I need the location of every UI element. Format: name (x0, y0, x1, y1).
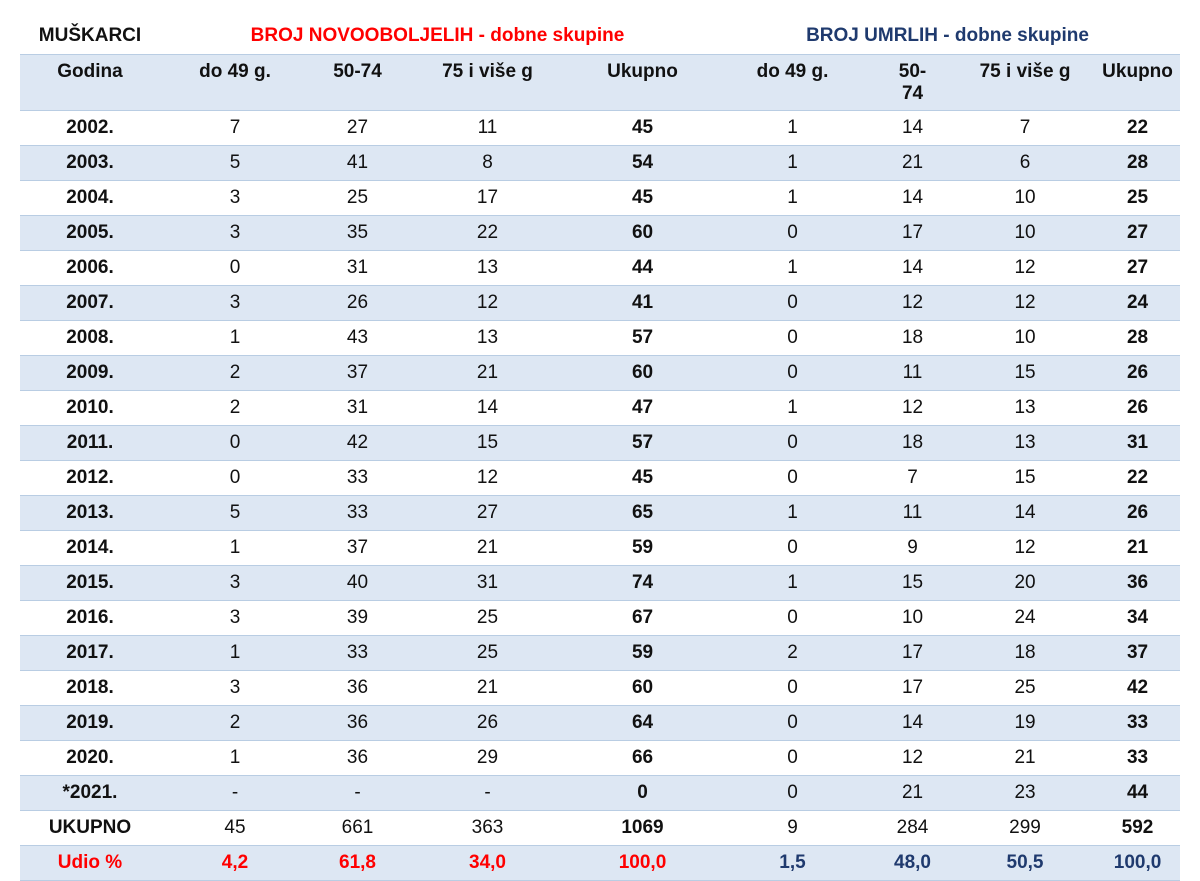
table-cell: 31 (310, 251, 405, 286)
table-cell: 33 (310, 461, 405, 496)
table-cell: 37 (1095, 636, 1180, 671)
table-cell: 0 (715, 321, 870, 356)
table-cell: 36 (310, 706, 405, 741)
table-cell: 21 (870, 146, 955, 181)
table-cell: 37 (310, 356, 405, 391)
table-cell: 18 (870, 321, 955, 356)
table-cell: 5 (160, 146, 310, 181)
table-cell: 7 (955, 111, 1095, 146)
table-cell: 60 (570, 216, 715, 251)
table-row (20, 636, 1180, 671)
table-cell: 0 (570, 776, 715, 811)
table-cell: 42 (1095, 671, 1180, 706)
table-cell: 0 (160, 251, 310, 286)
table-row (20, 531, 1180, 566)
table-cell: 2 (160, 391, 310, 426)
col-header-inc-75plus: 75 i više g (405, 55, 570, 111)
table-container (20, 18, 1180, 881)
table-cell: 39 (310, 601, 405, 636)
table-cell: 36 (310, 741, 405, 776)
row-year-cell: 2014. (20, 531, 160, 566)
table-cell: 2 (715, 636, 870, 671)
row-year-cell: 2006. (20, 251, 160, 286)
table-cell: 18 (870, 426, 955, 461)
table-cell: 27 (1095, 216, 1180, 251)
table-cell: 11 (870, 496, 955, 531)
total-cell: 284 (870, 811, 955, 846)
row-year-cell: 2016. (20, 601, 160, 636)
row-year-cell: 2020. (20, 741, 160, 776)
table-cell: 9 (870, 531, 955, 566)
table-cell: 34 (1095, 601, 1180, 636)
share-cell: 50,5 (955, 846, 1095, 881)
table-cell: 12 (405, 286, 570, 321)
table-row (20, 321, 1180, 356)
table-cell: 28 (1095, 321, 1180, 356)
header-row (20, 55, 1180, 111)
col-header-dth-under49: do 49 g. (715, 55, 870, 111)
total-cell: 299 (955, 811, 1095, 846)
table-cell: 0 (715, 531, 870, 566)
table-cell: 12 (955, 251, 1095, 286)
table-row (20, 181, 1180, 216)
table-cell: 0 (715, 461, 870, 496)
table-cell: 60 (570, 356, 715, 391)
row-year-cell: 2011. (20, 426, 160, 461)
table-cell: 33 (1095, 706, 1180, 741)
table-cell: 26 (1095, 496, 1180, 531)
table-cell: 31 (405, 566, 570, 601)
table-cell: 0 (715, 741, 870, 776)
table-cell: 0 (715, 356, 870, 391)
table-cell: 25 (955, 671, 1095, 706)
table-cell: 25 (310, 181, 405, 216)
table-cell: 17 (870, 216, 955, 251)
table-cell: 1 (715, 496, 870, 531)
table-cell: 47 (570, 391, 715, 426)
table-cell: 41 (570, 286, 715, 321)
table-row (20, 356, 1180, 391)
table-row (20, 111, 1180, 146)
table-cell: 22 (1095, 461, 1180, 496)
table-cell: 6 (955, 146, 1095, 181)
table-cell: 3 (160, 181, 310, 216)
table-cell: 33 (1095, 741, 1180, 776)
table-cell: 37 (310, 531, 405, 566)
table-cell: 35 (310, 216, 405, 251)
table-cell: 20 (955, 566, 1095, 601)
share-cell: 100,0 (1095, 846, 1180, 881)
table-cell: 67 (570, 601, 715, 636)
table-cell: 7 (160, 111, 310, 146)
table-row (20, 391, 1180, 426)
table-cell: 3 (160, 601, 310, 636)
row-year-cell: 2003. (20, 146, 160, 181)
table-cell: 13 (955, 391, 1095, 426)
table-cell: 1 (160, 321, 310, 356)
row-year-cell: 2012. (20, 461, 160, 496)
table-row (20, 461, 1180, 496)
table-cell: 0 (715, 776, 870, 811)
table-cell: 17 (405, 181, 570, 216)
total-row (20, 811, 1180, 846)
share-cell: 100,0 (570, 846, 715, 881)
table-row (20, 426, 1180, 461)
table-cell: 0 (160, 426, 310, 461)
table-cell: 33 (310, 496, 405, 531)
table-cell: 31 (1095, 426, 1180, 461)
table-cell: 22 (405, 216, 570, 251)
table-cell: 41 (310, 146, 405, 181)
table-cell: 25 (405, 636, 570, 671)
table-cell: 3 (160, 566, 310, 601)
table-cell: 1 (715, 251, 870, 286)
table-cell: 42 (310, 426, 405, 461)
row-year-cell: 2007. (20, 286, 160, 321)
table-cell: 12 (955, 286, 1095, 321)
table-row (20, 496, 1180, 531)
table-cell: 12 (955, 531, 1095, 566)
table-cell: 21 (405, 671, 570, 706)
table-cell: 57 (570, 321, 715, 356)
table-cell: 24 (1095, 286, 1180, 321)
table-cell: 29 (405, 741, 570, 776)
statistics-table (20, 18, 1180, 881)
table-cell: 36 (310, 671, 405, 706)
table-cell: 11 (870, 356, 955, 391)
table-cell: 10 (955, 321, 1095, 356)
table-cell: 43 (310, 321, 405, 356)
table-row (20, 566, 1180, 601)
table-cell: 12 (870, 286, 955, 321)
row-year-cell: 2019. (20, 706, 160, 741)
table-cell: 26 (1095, 356, 1180, 391)
table-cell: 27 (310, 111, 405, 146)
table-cell: 22 (1095, 111, 1180, 146)
table-cell: 0 (715, 671, 870, 706)
table-cell: 59 (570, 531, 715, 566)
share-cell: 48,0 (870, 846, 955, 881)
table-cell: 24 (955, 601, 1095, 636)
table-cell: 21 (955, 741, 1095, 776)
total-cell: 9 (715, 811, 870, 846)
table-cell: - (310, 776, 405, 811)
table-cell: 8 (405, 146, 570, 181)
table-cell: 17 (870, 671, 955, 706)
table-cell: 14 (870, 111, 955, 146)
table-cell: 27 (1095, 251, 1180, 286)
table-cell: 66 (570, 741, 715, 776)
table-row (20, 601, 1180, 636)
row-year-cell: 2005. (20, 216, 160, 251)
table-cell: 18 (955, 636, 1095, 671)
table-row (20, 776, 1180, 811)
table-cell: 11 (405, 111, 570, 146)
table-cell: 3 (160, 671, 310, 706)
table-cell: 54 (570, 146, 715, 181)
total-cell: 45 (160, 811, 310, 846)
table-cell: 45 (570, 111, 715, 146)
group-label: MUŠKARCI (38, 25, 142, 46)
col-header-year: Godina (20, 55, 160, 111)
row-year-cell: 2018. (20, 671, 160, 706)
table-cell: 40 (310, 566, 405, 601)
table-cell: 21 (405, 356, 570, 391)
table-cell: 1 (715, 181, 870, 216)
table-cell: 13 (405, 321, 570, 356)
table-cell: 1 (160, 636, 310, 671)
table-row (20, 146, 1180, 181)
table-cell: 26 (405, 706, 570, 741)
table-cell: 3 (160, 216, 310, 251)
share-cell: 1,5 (715, 846, 870, 881)
total-label: UKUPNO (20, 811, 160, 846)
table-cell: 14 (405, 391, 570, 426)
table-cell: 0 (715, 216, 870, 251)
table-cell: 60 (570, 671, 715, 706)
table-cell: 31 (310, 391, 405, 426)
row-year-cell: 2008. (20, 321, 160, 356)
table-cell: 10 (955, 216, 1095, 251)
row-year-cell: 2004. (20, 181, 160, 216)
total-cell: 661 (310, 811, 405, 846)
share-cell: 34,0 (405, 846, 570, 881)
table-cell: 26 (310, 286, 405, 321)
title-row (20, 18, 1180, 55)
table-cell: 15 (955, 461, 1095, 496)
col-header-dth-50-74: 50- 74 (870, 55, 955, 111)
table-cell: 12 (405, 461, 570, 496)
table-cell: 26 (1095, 391, 1180, 426)
table-cell: 3 (160, 286, 310, 321)
share-cell: 61,8 (310, 846, 405, 881)
table-cell: 15 (405, 426, 570, 461)
row-year-cell: 2015. (20, 566, 160, 601)
table-cell: 0 (715, 601, 870, 636)
table-cell: 14 (955, 496, 1095, 531)
table-cell: 1 (715, 111, 870, 146)
table-cell: 17 (870, 636, 955, 671)
table-row (20, 251, 1180, 286)
table-row (20, 706, 1180, 741)
table-cell: 10 (955, 181, 1095, 216)
table-cell: 12 (870, 391, 955, 426)
row-year-cell: 2009. (20, 356, 160, 391)
table-cell: 21 (870, 776, 955, 811)
col-header-dth-total: Ukupno (1095, 55, 1180, 111)
table-cell: 2 (160, 706, 310, 741)
table-cell: 0 (715, 426, 870, 461)
table-cell: 1 (160, 531, 310, 566)
table-cell: 15 (955, 356, 1095, 391)
table-cell: 25 (1095, 181, 1180, 216)
deaths-title: BROJ UMRLIH - dobne skupine (806, 25, 1089, 46)
table-cell: 1 (715, 566, 870, 601)
table-cell: 25 (405, 601, 570, 636)
table-cell: 21 (1095, 531, 1180, 566)
table-cell: 45 (570, 181, 715, 216)
table-cell: 12 (870, 741, 955, 776)
table-cell: 64 (570, 706, 715, 741)
table-cell: 57 (570, 426, 715, 461)
row-year-cell: 2013. (20, 496, 160, 531)
table-cell: - (160, 776, 310, 811)
table-cell: 14 (870, 706, 955, 741)
table-cell: 15 (870, 566, 955, 601)
table-cell: 1 (715, 146, 870, 181)
table-cell: 19 (955, 706, 1095, 741)
col-header-dth-75plus: 75 i više g (955, 55, 1095, 111)
table-cell: 1 (715, 391, 870, 426)
col-header-inc-under49: do 49 g. (160, 55, 310, 111)
table-cell: 14 (870, 181, 955, 216)
table-cell: 7 (870, 461, 955, 496)
table-cell: 10 (870, 601, 955, 636)
table-row (20, 671, 1180, 706)
row-year-cell: *2021. (20, 776, 160, 811)
table-cell: 36 (1095, 566, 1180, 601)
table-cell: 65 (570, 496, 715, 531)
table-cell: 59 (570, 636, 715, 671)
table-row (20, 741, 1180, 776)
table-cell: 28 (1095, 146, 1180, 181)
table-cell: 45 (570, 461, 715, 496)
table-cell: 21 (405, 531, 570, 566)
row-year-cell: 2010. (20, 391, 160, 426)
table-cell: 2 (160, 356, 310, 391)
table-cell: 23 (955, 776, 1095, 811)
total-cell: 363 (405, 811, 570, 846)
row-year-cell: 2002. (20, 111, 160, 146)
total-cell: 1069 (570, 811, 715, 846)
table-cell: - (405, 776, 570, 811)
table-cell: 33 (310, 636, 405, 671)
incidence-title: BROJ NOVOOBOLJELIH - dobne skupine (250, 25, 625, 46)
table-cell: 14 (870, 251, 955, 286)
table-cell: 0 (715, 286, 870, 321)
table-row (20, 286, 1180, 321)
table-cell: 27 (405, 496, 570, 531)
row-year-cell: 2017. (20, 636, 160, 671)
table-cell: 44 (1095, 776, 1180, 811)
table-row (20, 216, 1180, 251)
table-cell: 74 (570, 566, 715, 601)
col-header-inc-total: Ukupno (570, 55, 715, 111)
table-cell: 0 (715, 706, 870, 741)
share-row (20, 846, 1180, 881)
col-header-inc-50-74: 50-74 (310, 55, 405, 111)
table-cell: 1 (160, 741, 310, 776)
total-cell: 592 (1095, 811, 1180, 846)
table-cell: 13 (955, 426, 1095, 461)
share-label: Udio % (20, 846, 160, 881)
share-cell: 4,2 (160, 846, 310, 881)
table-cell: 0 (160, 461, 310, 496)
table-cell: 44 (570, 251, 715, 286)
table-cell: 5 (160, 496, 310, 531)
table-cell: 13 (405, 251, 570, 286)
